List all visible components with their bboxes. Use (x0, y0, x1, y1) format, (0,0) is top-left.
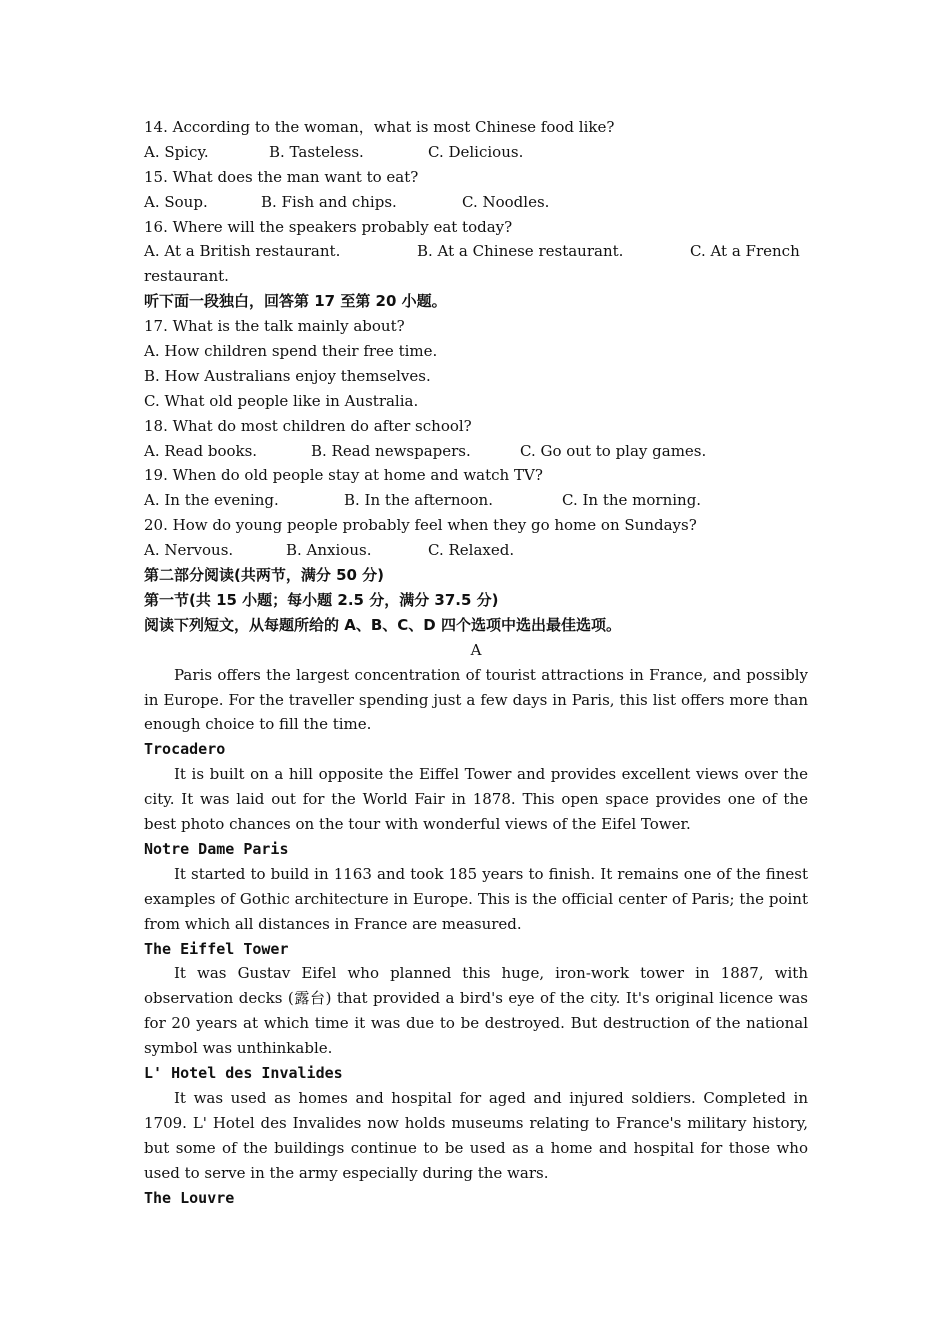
passage-intro: Paris offers the largest concentration of tourist attractions in France, and possibly in Europe. For the traveller spending just a few days in Paris, this list offers more than enough choice to fill the time. (144, 665, 808, 734)
option-c: C. Relaxed. (428, 541, 515, 560)
passage-letter: A (470, 640, 482, 659)
question-17-option-c: C. What old people like in Australia. (144, 391, 419, 410)
option-b: B. Tasteless. (269, 142, 364, 161)
option-b: B. Anxious. (286, 541, 372, 560)
option-a: A. Spicy. (144, 142, 209, 161)
option-b: B. Fish and chips. (261, 192, 397, 211)
question-20-options (144, 538, 808, 563)
question-14-options (144, 140, 808, 165)
section-heading: L' Hotel des Invalides (144, 1064, 343, 1083)
section-heading: The Louvre (144, 1188, 235, 1207)
section-text: It started to build in 1163 and took 185 years to finish. It remains one of the finest examples of Gothic architecture in Europe. This is the official center of Paris; the point from which all distances in France are measured. (144, 864, 808, 933)
reading-instruction: 阅读下列短文，从每题所给的 A、B、C、D 四个选项中选出最佳选项。 (144, 615, 621, 634)
option-c: C. In the morning. (562, 491, 702, 510)
reading-section-title: 第一节(共 15 小题；每小题 2.5 分，满分 37.5 分) (144, 590, 499, 609)
option-a: A. Nervous. (144, 541, 234, 560)
question-16-stem: 16. Where will the speakers probably eat today? (144, 217, 513, 236)
section-text: It was Gustav Eifel who planned this huge, iron-work tower in 1887, with observation decks (露台) that provided a bird's eye of the city. It's original licence was for 20 years at which time it was due to be destroyed. But destruction of the national symbol was unthinkable. (144, 964, 808, 1058)
question-16-options (144, 239, 808, 264)
option-c: C. Delicious. (428, 142, 524, 161)
option-b: B. Read newspapers. (311, 441, 471, 460)
exam-page (144, 115, 808, 1210)
section-heading: The Eiffel Tower (144, 939, 289, 958)
section-heading: Trocadero (144, 740, 226, 759)
option-a: A. Read books. (144, 441, 258, 460)
section-heading: Notre Dame Paris (144, 839, 289, 858)
option-a: A. At a British restaurant. (144, 242, 341, 261)
question-15-stem: 15. What does the man want to eat? (144, 167, 419, 186)
option-b: B. At a Chinese restaurant. (417, 242, 624, 261)
question-19-options (144, 488, 808, 513)
reading-part-title: 第二部分阅读(共两节，满分 50 分) (144, 566, 385, 585)
question-15-options (144, 190, 808, 215)
question-17-stem: 17. What is the talk mainly about? (144, 317, 405, 336)
question-18-stem: 18. What do most children do after school? (144, 416, 472, 435)
option-c: C. At a French (690, 242, 800, 261)
option-a: A. In the evening. (144, 491, 279, 510)
section-text: It was used as homes and hospital for aged and injured soldiers. Completed in 1709. L' Hotel des Invalides now holds museums relating to France's military history, but some of the buildings continue to be used as a home and hospital for those who used to serve in the army especially during the wars. (144, 1088, 808, 1182)
question-19-stem: 19. When do old people stay at home and watch TV? (144, 466, 543, 485)
question-16-option-c-continued: restaurant. (144, 267, 229, 286)
question-17-option-a: A. How children spend their free time. (144, 342, 438, 361)
section-text: It is built on a hill opposite the Eiffel Tower and provides excellent views over the city. It was laid out for the World Fair in 1878. This open space provides one of the best photo chances on the tour with wonderful views of the Eifel Tower. (144, 765, 808, 834)
question-18-options (144, 439, 808, 464)
option-c: C. Go out to play games. (520, 441, 707, 460)
question-17-option-b: B. How Australians enjoy themselves. (144, 366, 431, 385)
question-14-stem: 14. According to the woman，what is most Chinese food like? (144, 118, 615, 136)
question-20-stem: 20. How do young people probably feel when they go home on Sundays? (144, 516, 697, 535)
option-a: A. Soup. (144, 192, 208, 211)
option-b: B. In the afternoon. (344, 491, 493, 510)
monologue-instruction: 听下面一段独白，回答第 17 至第 20 小题。 (144, 292, 447, 311)
option-c: C. Noodles. (462, 192, 550, 211)
